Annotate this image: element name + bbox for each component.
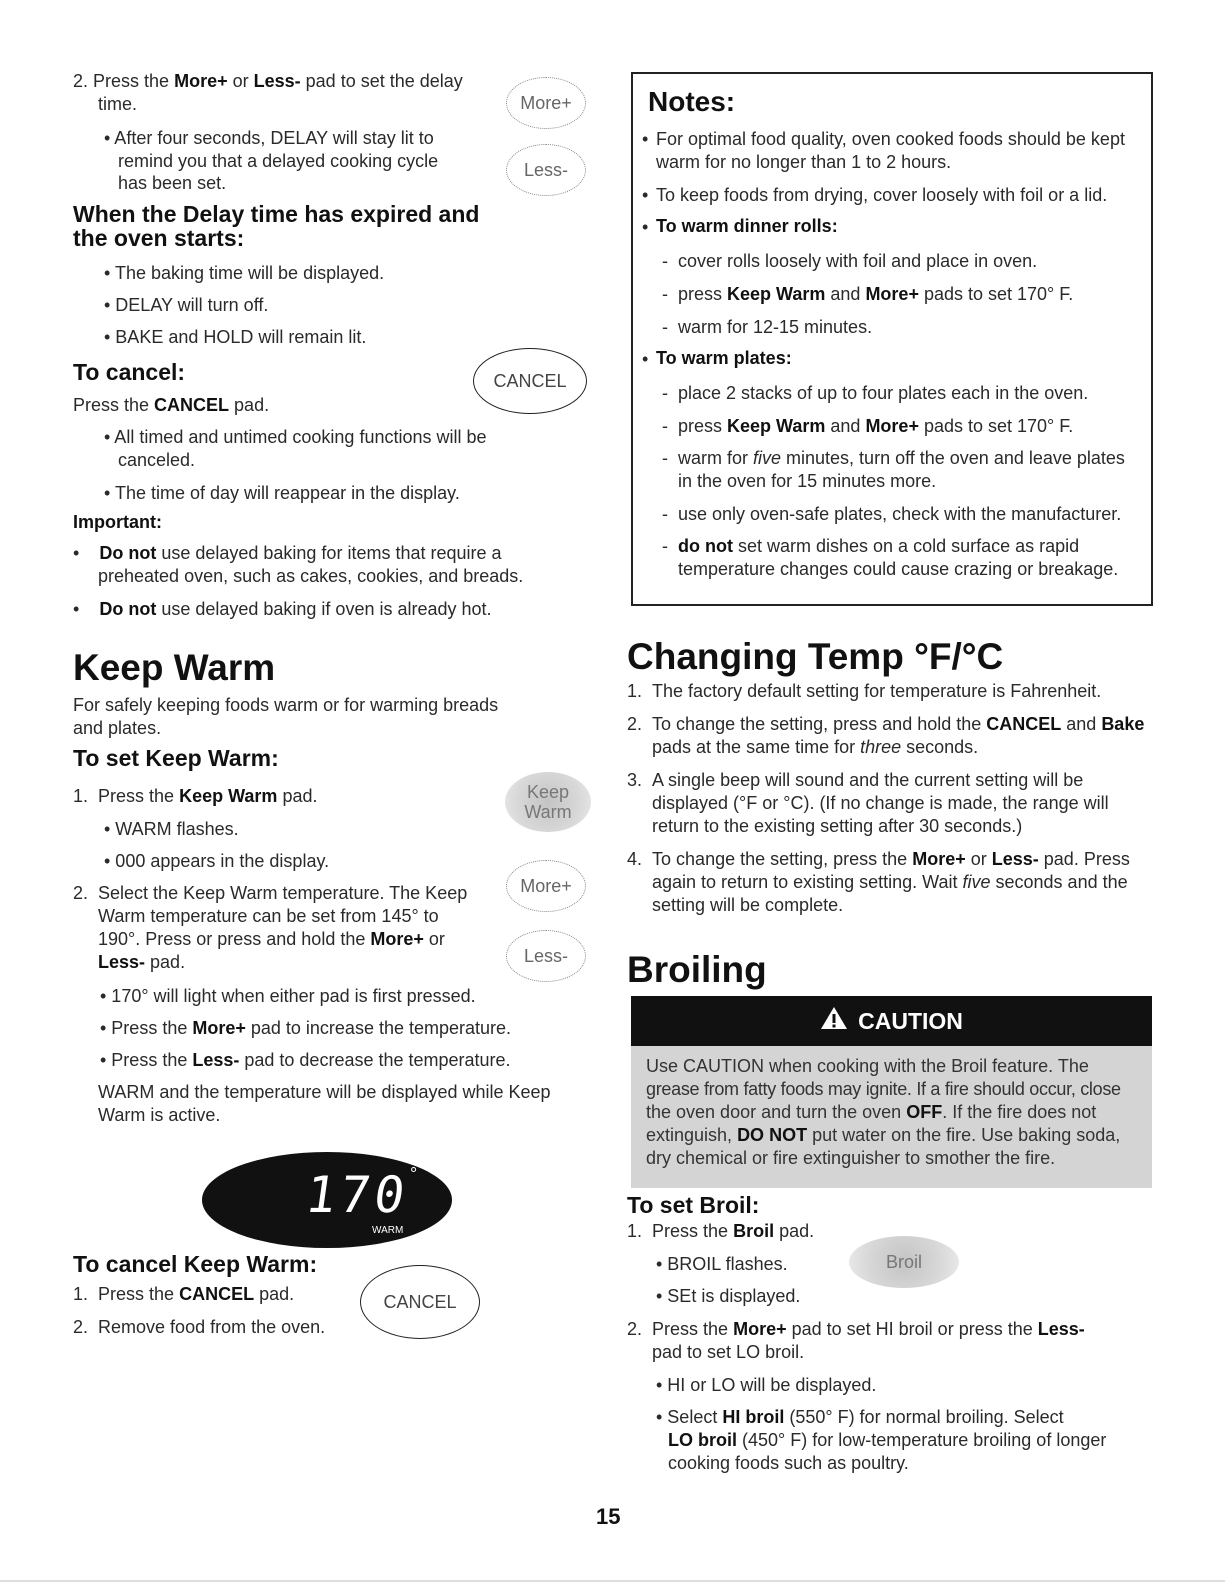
- rolls-item-1: - cover rolls loosely with foil and place in oven.: [662, 251, 1038, 271]
- cancel-bullet-2: • The time of day will reappear in the display.: [104, 483, 460, 503]
- warning-icon: [820, 1006, 848, 1036]
- notes-bullet-1-marker: •: [642, 129, 649, 149]
- broil-step-2: 2. Press the More+ pad to set HI broil or press the Less-: [627, 1319, 1085, 1339]
- plates-item-1: - place 2 stacks of up to four plates each in the oven.: [662, 383, 1089, 403]
- expired-bullet-1: • The baking time will be displayed.: [104, 263, 385, 283]
- temp-step-4-l3: setting will be complete.: [652, 895, 844, 915]
- expired-heading-l1: When the Delay time has expired and: [73, 201, 480, 227]
- expired-bullet-3: • BAKE and HOLD will remain lit.: [104, 327, 367, 347]
- notes-bullet-2-marker: •: [642, 185, 649, 205]
- less-pad-icon-2: Less-: [506, 930, 586, 982]
- delay-bullet-l3: has been set.: [118, 173, 227, 193]
- set-keep-warm-heading: To set Keep Warm:: [73, 745, 279, 771]
- important-item-1: • Do not use delayed baking for items that require a: [73, 543, 502, 563]
- temp-step-4-l2: again to return to existing setting. Wait five seconds and the: [652, 872, 1128, 892]
- rolls-item-3: - warm for 12-15 minutes.: [662, 317, 873, 337]
- temp-step-3-l2: displayed (°F or °C). (If no change is made, the range will: [652, 793, 1109, 813]
- delay-step-2: 2. Press the More+ or Less- pad to set the delay: [73, 71, 463, 91]
- caution-l4: extinguish, DO NOT put water on the fire. Use baking soda,: [646, 1125, 1121, 1145]
- keep-warm-display: [202, 1152, 452, 1248]
- plates-label: To warm plates:: [656, 348, 792, 368]
- warm-note-l1: WARM and the temperature will be displayed while Keep: [98, 1082, 551, 1102]
- temp-step-3: 3. A single beep will sound and the current setting will be: [627, 770, 1084, 790]
- set-step-2-l2: Warm temperature can be set from 145° to: [98, 906, 439, 926]
- important-item-1-l2: preheated oven, such as cakes, cookies, and breads.: [98, 566, 524, 586]
- set-step-1-bullet-2: • 000 appears in the display.: [104, 851, 330, 871]
- cancel-kw-step-2: 2. Remove food from the oven.: [73, 1317, 326, 1337]
- caution-bar: [631, 996, 1152, 1046]
- display-digits: 170: [301, 1166, 413, 1224]
- temp-step-4: 4. To change the setting, press the More+ or Less- pad. Press: [627, 849, 1130, 869]
- display-warm-label: WARM: [372, 1225, 404, 1236]
- delay-step-2-cont: time.: [98, 94, 138, 114]
- delay-bullet-l1: • After four seconds, DELAY will stay lit to: [104, 128, 434, 148]
- set-step-2-bullet-1: • 170° will light when either pad is first pressed.: [100, 986, 476, 1006]
- set-step-2-l1: 2. Select the Keep Warm temperature. The Keep: [73, 883, 468, 903]
- changing-temp-title: Changing Temp °F/°C: [627, 636, 1004, 677]
- set-step-1-bullet-1: • WARM flashes.: [104, 819, 239, 839]
- notes-bullet-4-marker: •: [642, 349, 649, 369]
- keep-warm-pad-icon: Keep Warm: [505, 772, 591, 832]
- set-step-2-l3: 190°. Press or press and hold the More+ or: [98, 929, 445, 949]
- temp-step-2-l2: pads at the same time for three seconds.: [652, 737, 979, 757]
- page-number: 15: [596, 1504, 621, 1529]
- important-label: Important:: [73, 512, 162, 532]
- plates-item-4: - use only oven-safe plates, check with the manufacturer.: [662, 504, 1122, 524]
- less-pad-icon: Less-: [506, 144, 586, 196]
- broil-step-1-bullet-1: • BROIL flashes.: [656, 1254, 788, 1274]
- set-broil-heading: To set Broil:: [627, 1192, 760, 1218]
- caution-l3: the oven door and turn the oven OFF. If the fire does not: [646, 1102, 1097, 1122]
- cancel-pad-icon-2: CANCEL: [360, 1265, 480, 1339]
- rolls-item-2: - press Keep Warm and More+ pads to set 170° F.: [662, 284, 1074, 304]
- caution-l5: dry chemical or fire extinguisher to smother the fire.: [646, 1148, 1056, 1168]
- important-item-2: • Do not use delayed baking if oven is already hot.: [73, 599, 492, 619]
- plates-item-5: - do not set warm dishes on a cold surface as rapid: [662, 536, 1080, 556]
- cancel-keep-warm-heading: To cancel Keep Warm:: [73, 1251, 318, 1277]
- plates-item-2: - press Keep Warm and More+ pads to set 170° F.: [662, 416, 1074, 436]
- notes-item-2: To keep foods from drying, cover loosely with foil or a lid.: [656, 185, 1108, 205]
- keep-warm-title: Keep Warm: [73, 647, 276, 688]
- rolls-label: To warm dinner rolls:: [656, 216, 838, 236]
- cancel-kw-step-1: 1. Press the CANCEL pad.: [73, 1284, 295, 1304]
- cancel-bullet-1-l1: • All timed and untimed cooking functions will be: [104, 427, 487, 447]
- temp-step-1: 1. The factory default setting for temperature is Fahrenheit.: [627, 681, 1102, 701]
- broil-step-2-bullet-2-l3: cooking foods such as poultry.: [668, 1453, 909, 1473]
- broil-pad-icon: Broil: [849, 1236, 959, 1288]
- broil-step-2-bullet-2-l2: LO broil (450° F) for low-temperature broiling of longer: [668, 1430, 1107, 1450]
- more-pad-icon-2: More+: [506, 860, 586, 912]
- cancel-pad-icon: CANCEL: [473, 348, 587, 414]
- expired-heading-l2: the oven starts:: [73, 225, 245, 251]
- expired-bullet-2: • DELAY will turn off.: [104, 295, 269, 315]
- broil-step-2-l2: pad to set LO broil.: [652, 1342, 805, 1362]
- keep-warm-intro-l2: and plates.: [73, 718, 162, 738]
- warm-note-l2: Warm is active.: [98, 1105, 221, 1125]
- cancel-press: Press the CANCEL pad.: [73, 395, 270, 415]
- set-step-2-bullet-2: • Press the More+ pad to increase the temperature.: [100, 1018, 512, 1038]
- caution-label: CAUTION: [858, 1007, 963, 1034]
- set-step-1: 1. Press the Keep Warm pad.: [73, 786, 318, 806]
- footer-rule: [0, 1580, 1225, 1582]
- notes-item-1-l1: For optimal food quality, oven cooked foods should be kept: [656, 129, 1125, 149]
- keep-warm-intro-l1: For safely keeping foods warm or for warming breads: [73, 695, 499, 715]
- broil-step-1: 1. Press the Broil pad.: [627, 1221, 815, 1241]
- plates-item-3: - warm for five minutes, turn off the oven and leave plates: [662, 448, 1125, 468]
- delay-bullet-l2: remind you that a delayed cooking cycle: [118, 151, 439, 171]
- notes-item-1-l2: warm for no longer than 1 to 2 hours.: [656, 152, 952, 172]
- set-step-2-bullet-3: • Press the Less- pad to decrease the temperature.: [100, 1050, 511, 1070]
- set-step-2-l4: Less- pad.: [98, 952, 186, 972]
- notes-title: Notes:: [648, 86, 736, 117]
- broil-step-1-bullet-2: • SEt is displayed.: [656, 1286, 801, 1306]
- caution-l1: Use CAUTION when cooking with the Broil feature. The: [646, 1056, 1089, 1076]
- broil-step-2-bullet-1: • HI or LO will be displayed.: [656, 1375, 877, 1395]
- more-pad-icon: More+: [506, 77, 586, 129]
- cancel-heading: To cancel:: [73, 359, 186, 385]
- temp-step-2: 2. To change the setting, press and hold the CANCEL and Bake: [627, 714, 1145, 734]
- plates-item-3-l2: in the oven for 15 minutes more.: [678, 471, 937, 491]
- display-degree: °: [410, 1164, 418, 1184]
- notes-bullet-3-marker: •: [642, 217, 649, 237]
- temp-step-3-l3: return to the existing setting after 30 seconds.): [652, 816, 1023, 836]
- broil-step-2-bullet-2: • Select HI broil (550° F) for normal broiling. Select: [656, 1407, 1064, 1427]
- broiling-title: Broiling: [627, 949, 767, 990]
- plates-item-5-l2: temperature changes could cause crazing or breakage.: [678, 559, 1119, 579]
- cancel-bullet-1-l2: canceled.: [118, 450, 196, 470]
- caution-l2: grease from fatty foods may ignite. If a fire should occur, close: [646, 1079, 1121, 1099]
